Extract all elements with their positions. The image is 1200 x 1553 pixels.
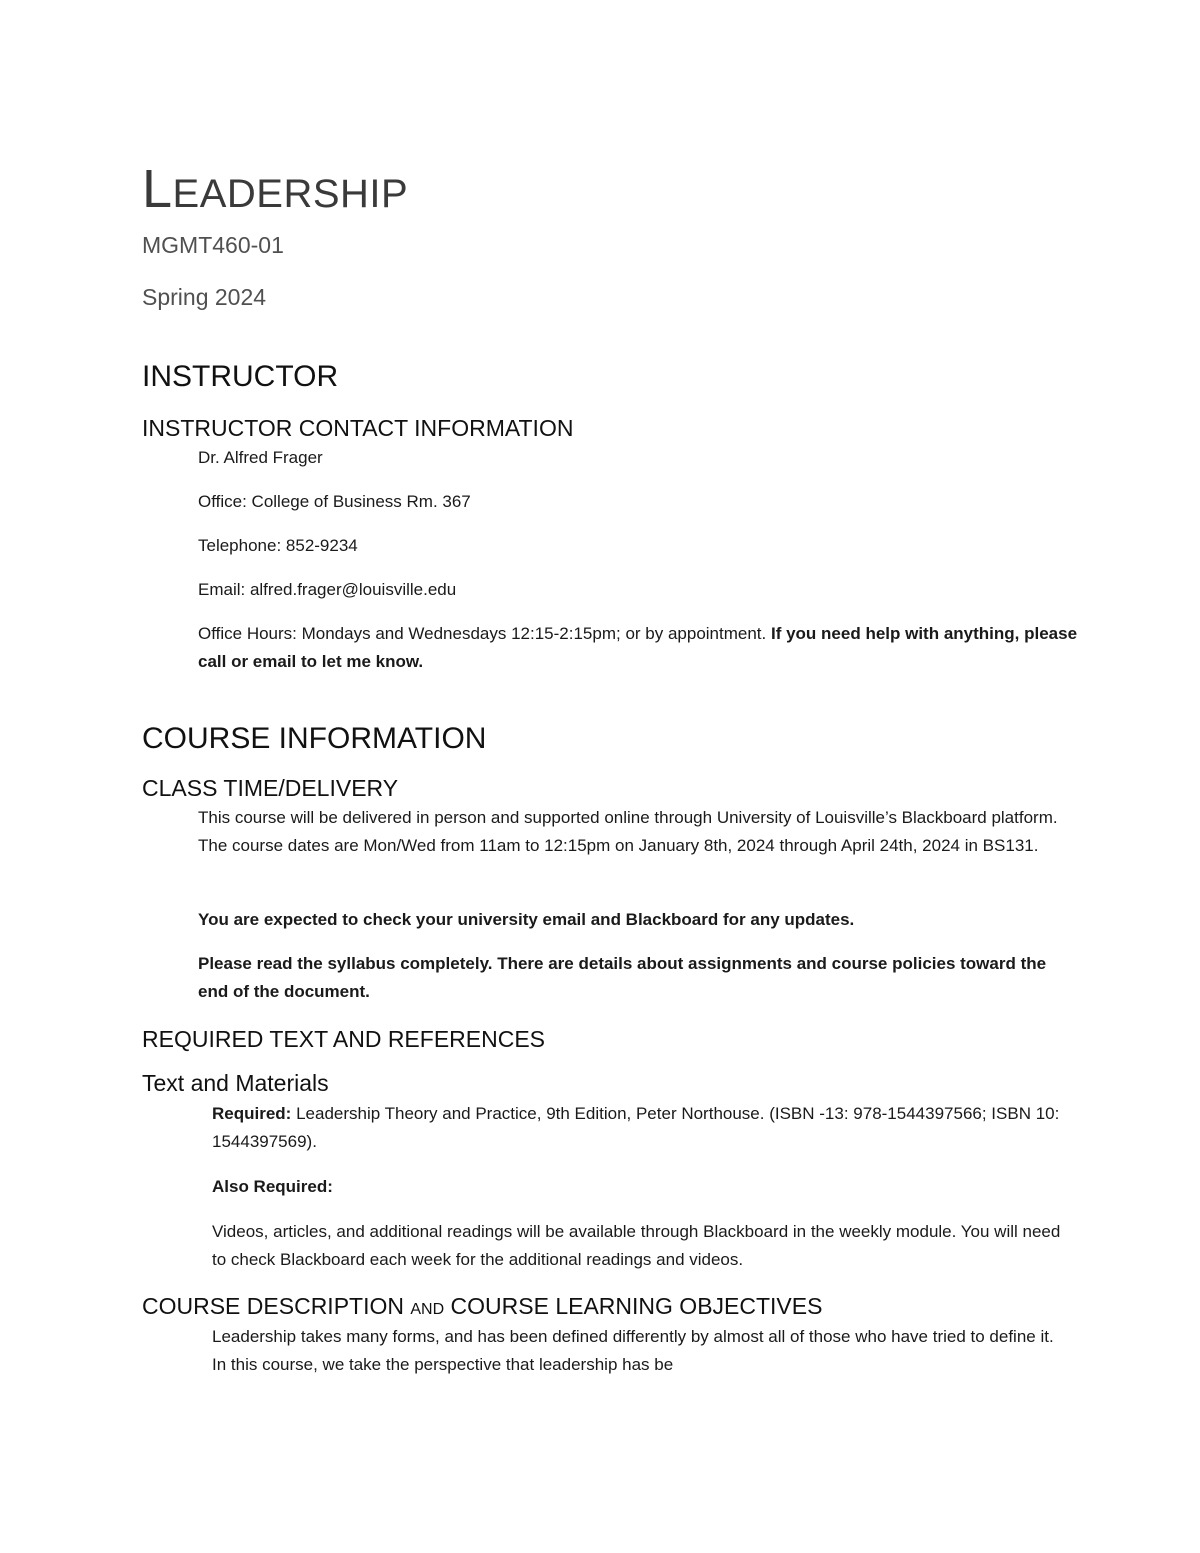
description-paragraph: Leadership takes many forms, and has been defined differently by almost all of those who have tried to define it. In this course, we take the perspective that leadership has be bbox=[212, 1327, 1054, 1374]
help-note: If you need help with anything, please call or email to let me know. bbox=[198, 624, 1078, 671]
delivery-paragraph: This course will be delivered in person and supported online through University of Louisville’s Blackboard platform. The course dates are Mon/Wed from 11am to 12:15pm on January 8th, 2024 through April 24th, 2024 in BS131. bbox=[198, 808, 1058, 855]
also-required-label: Also Required: bbox=[212, 1177, 333, 1196]
course-info-heading: COURSE INFORMATION bbox=[142, 722, 487, 755]
term: Spring 2024 bbox=[142, 284, 267, 310]
instructor-email[interactable] bbox=[198, 576, 1078, 604]
required-text-heading: REQUIRED TEXT AND REFERENCES bbox=[142, 1026, 546, 1052]
text-materials-heading: Text and Materials bbox=[142, 1070, 329, 1096]
description-heading-and: AND bbox=[410, 1301, 445, 1318]
required-book-text: Leadership Theory and Practice, 9th Edition, Peter Northouse. (ISBN -13: 978-1544397566; ISBN 10: 1544397569). bbox=[212, 1104, 1060, 1151]
title-rest: EADERSHIP bbox=[172, 172, 409, 216]
course-description-heading bbox=[142, 1293, 822, 1320]
class-time-heading: CLASS TIME/DELIVERY bbox=[142, 775, 399, 801]
office-hours-text: Office Hours: Mondays and Wednesdays 12:15-2:15pm; or by appointment. bbox=[198, 624, 767, 643]
description-heading-part1: COURSE DESCRIPTION bbox=[142, 1293, 404, 1319]
contact-info-heading: INSTRUCTOR CONTACT INFORMATION bbox=[142, 415, 574, 441]
title-initial: L bbox=[142, 159, 173, 219]
instructor-heading: INSTRUCTOR bbox=[142, 360, 339, 393]
description-heading-part2: COURSE LEARNING OBJECTIVES bbox=[450, 1293, 823, 1319]
email-link[interactable]: Email: alfred.frager@louisville.edu bbox=[198, 580, 457, 599]
office-hours bbox=[198, 620, 1078, 676]
required-label: Required: bbox=[212, 1104, 292, 1123]
expectation-note: You are expected to check your university email and Blackboard for any updates. bbox=[198, 910, 855, 929]
instructor-office: Office: College of Business Rm. 367 bbox=[198, 492, 471, 511]
required-book bbox=[212, 1100, 1072, 1156]
also-required-text: Videos, articles, and additional readings will be available through Blackboard in the weekly module. You will need to check Blackboard each week for the additional readings and videos. bbox=[212, 1222, 1061, 1269]
instructor-telephone: Telephone: 852-9234 bbox=[198, 536, 358, 555]
document-title bbox=[142, 158, 408, 220]
syllabus-note: Please read the syllabus completely. There are details about assignments and course policies toward the end of the document. bbox=[198, 954, 1047, 1001]
instructor-name: Dr. Alfred Frager bbox=[198, 448, 323, 467]
course-code: MGMT460-01 bbox=[142, 232, 284, 258]
